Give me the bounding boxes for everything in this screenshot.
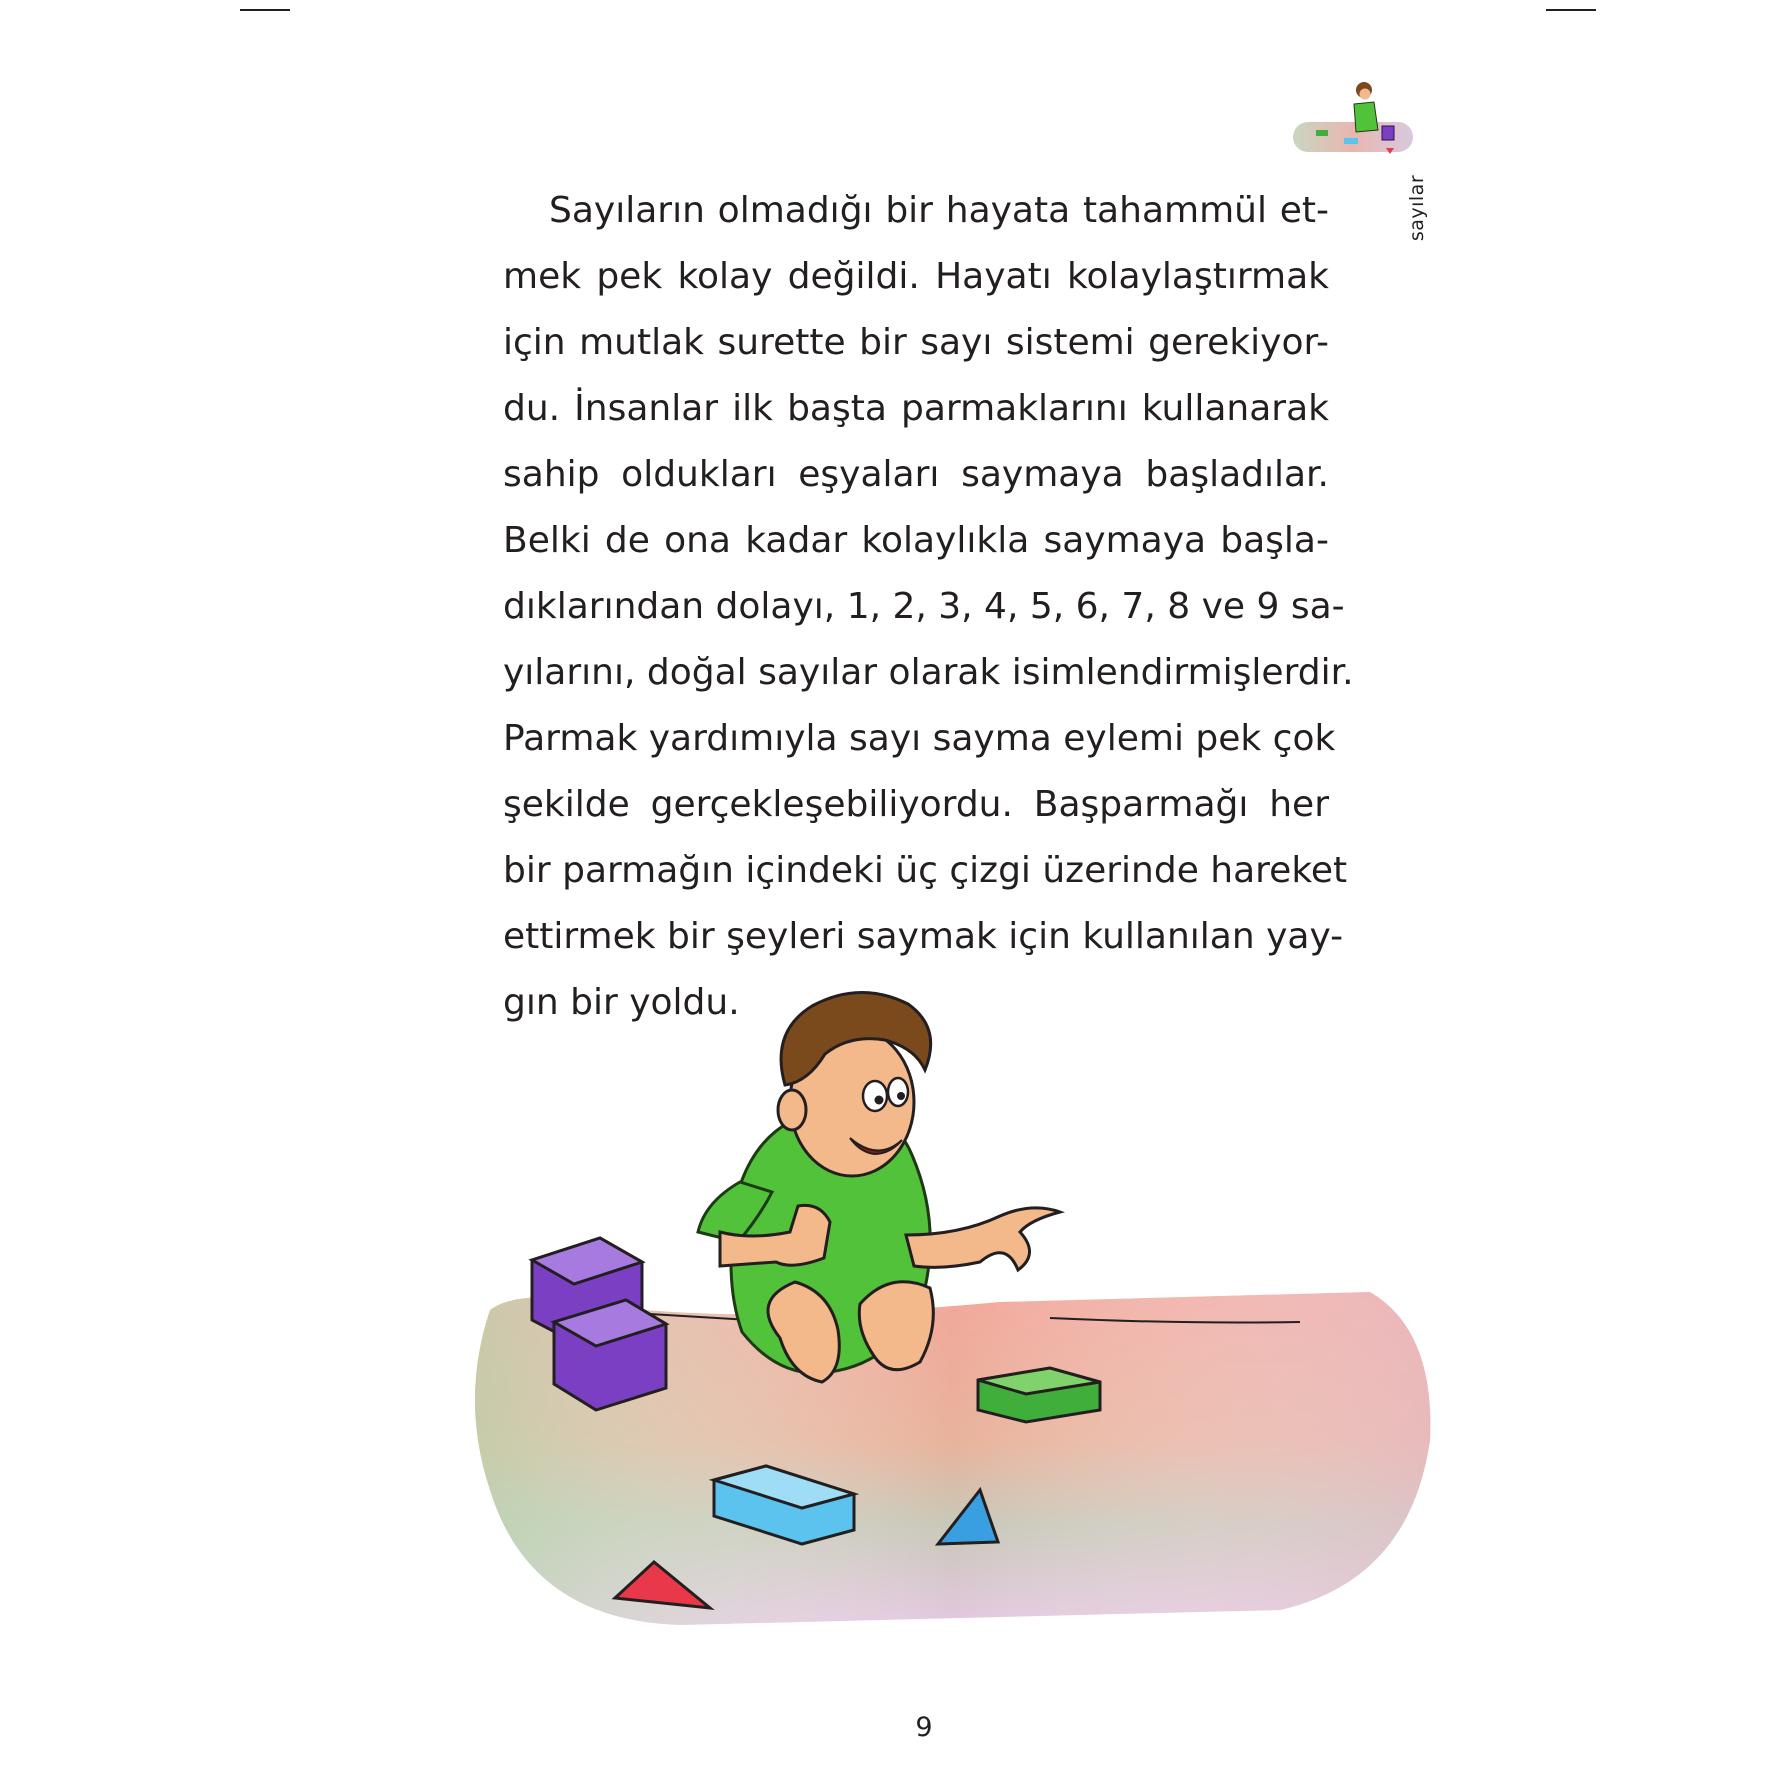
text-line: dıklarından dolayı, 1, 2, 3, 4, 5, 6, 7, 8 ve 9 sa-: [503, 586, 1345, 627]
text-line: bir parmağın içindeki üç çizgi üzerinde hareket: [503, 850, 1348, 891]
text-line: yılarını, doğal sayılar olarak isimlendirmişlerdir.: [503, 652, 1354, 693]
body-paragraph: [503, 178, 1354, 1036]
chapter-side-label: sayılar: [1406, 174, 1428, 242]
page-number: 9: [915, 1712, 933, 1743]
text-line: için mutlak surette bir sayı sistemi gerekiyor-: [503, 322, 1329, 363]
text-line: Sayıların olmadığı bir hayata tahammül et-: [549, 190, 1329, 231]
crop-mark-left: [240, 9, 290, 11]
text-line: Belki de ona kadar kolaylıkla saymaya başla-: [503, 520, 1329, 561]
text-line: şekilde gerçekleşebiliyordu. Başparmağı her: [503, 784, 1329, 825]
text-line: sahip oldukları eşyaları saymaya başladılar.: [503, 454, 1329, 495]
crop-mark-right: [1546, 9, 1596, 11]
text-line: mek pek kolay değildi. Hayatı kolaylaştırmak: [503, 256, 1329, 297]
text-line: Parmak yardımıyla sayı sayma eylemi pek çok: [503, 718, 1336, 759]
text-line: gın bir yoldu.: [503, 982, 740, 1023]
text-line: ettirmek bir şeyleri saymak için kullanılan yay-: [503, 916, 1344, 957]
green-block: [978, 1368, 1100, 1422]
child-with-blocks-illustration: [420, 970, 1440, 1690]
text-line: du. İnsanlar ilk başta parmaklarını kullanarak: [503, 388, 1329, 429]
header-thumbnail-illustration: [1290, 78, 1416, 168]
